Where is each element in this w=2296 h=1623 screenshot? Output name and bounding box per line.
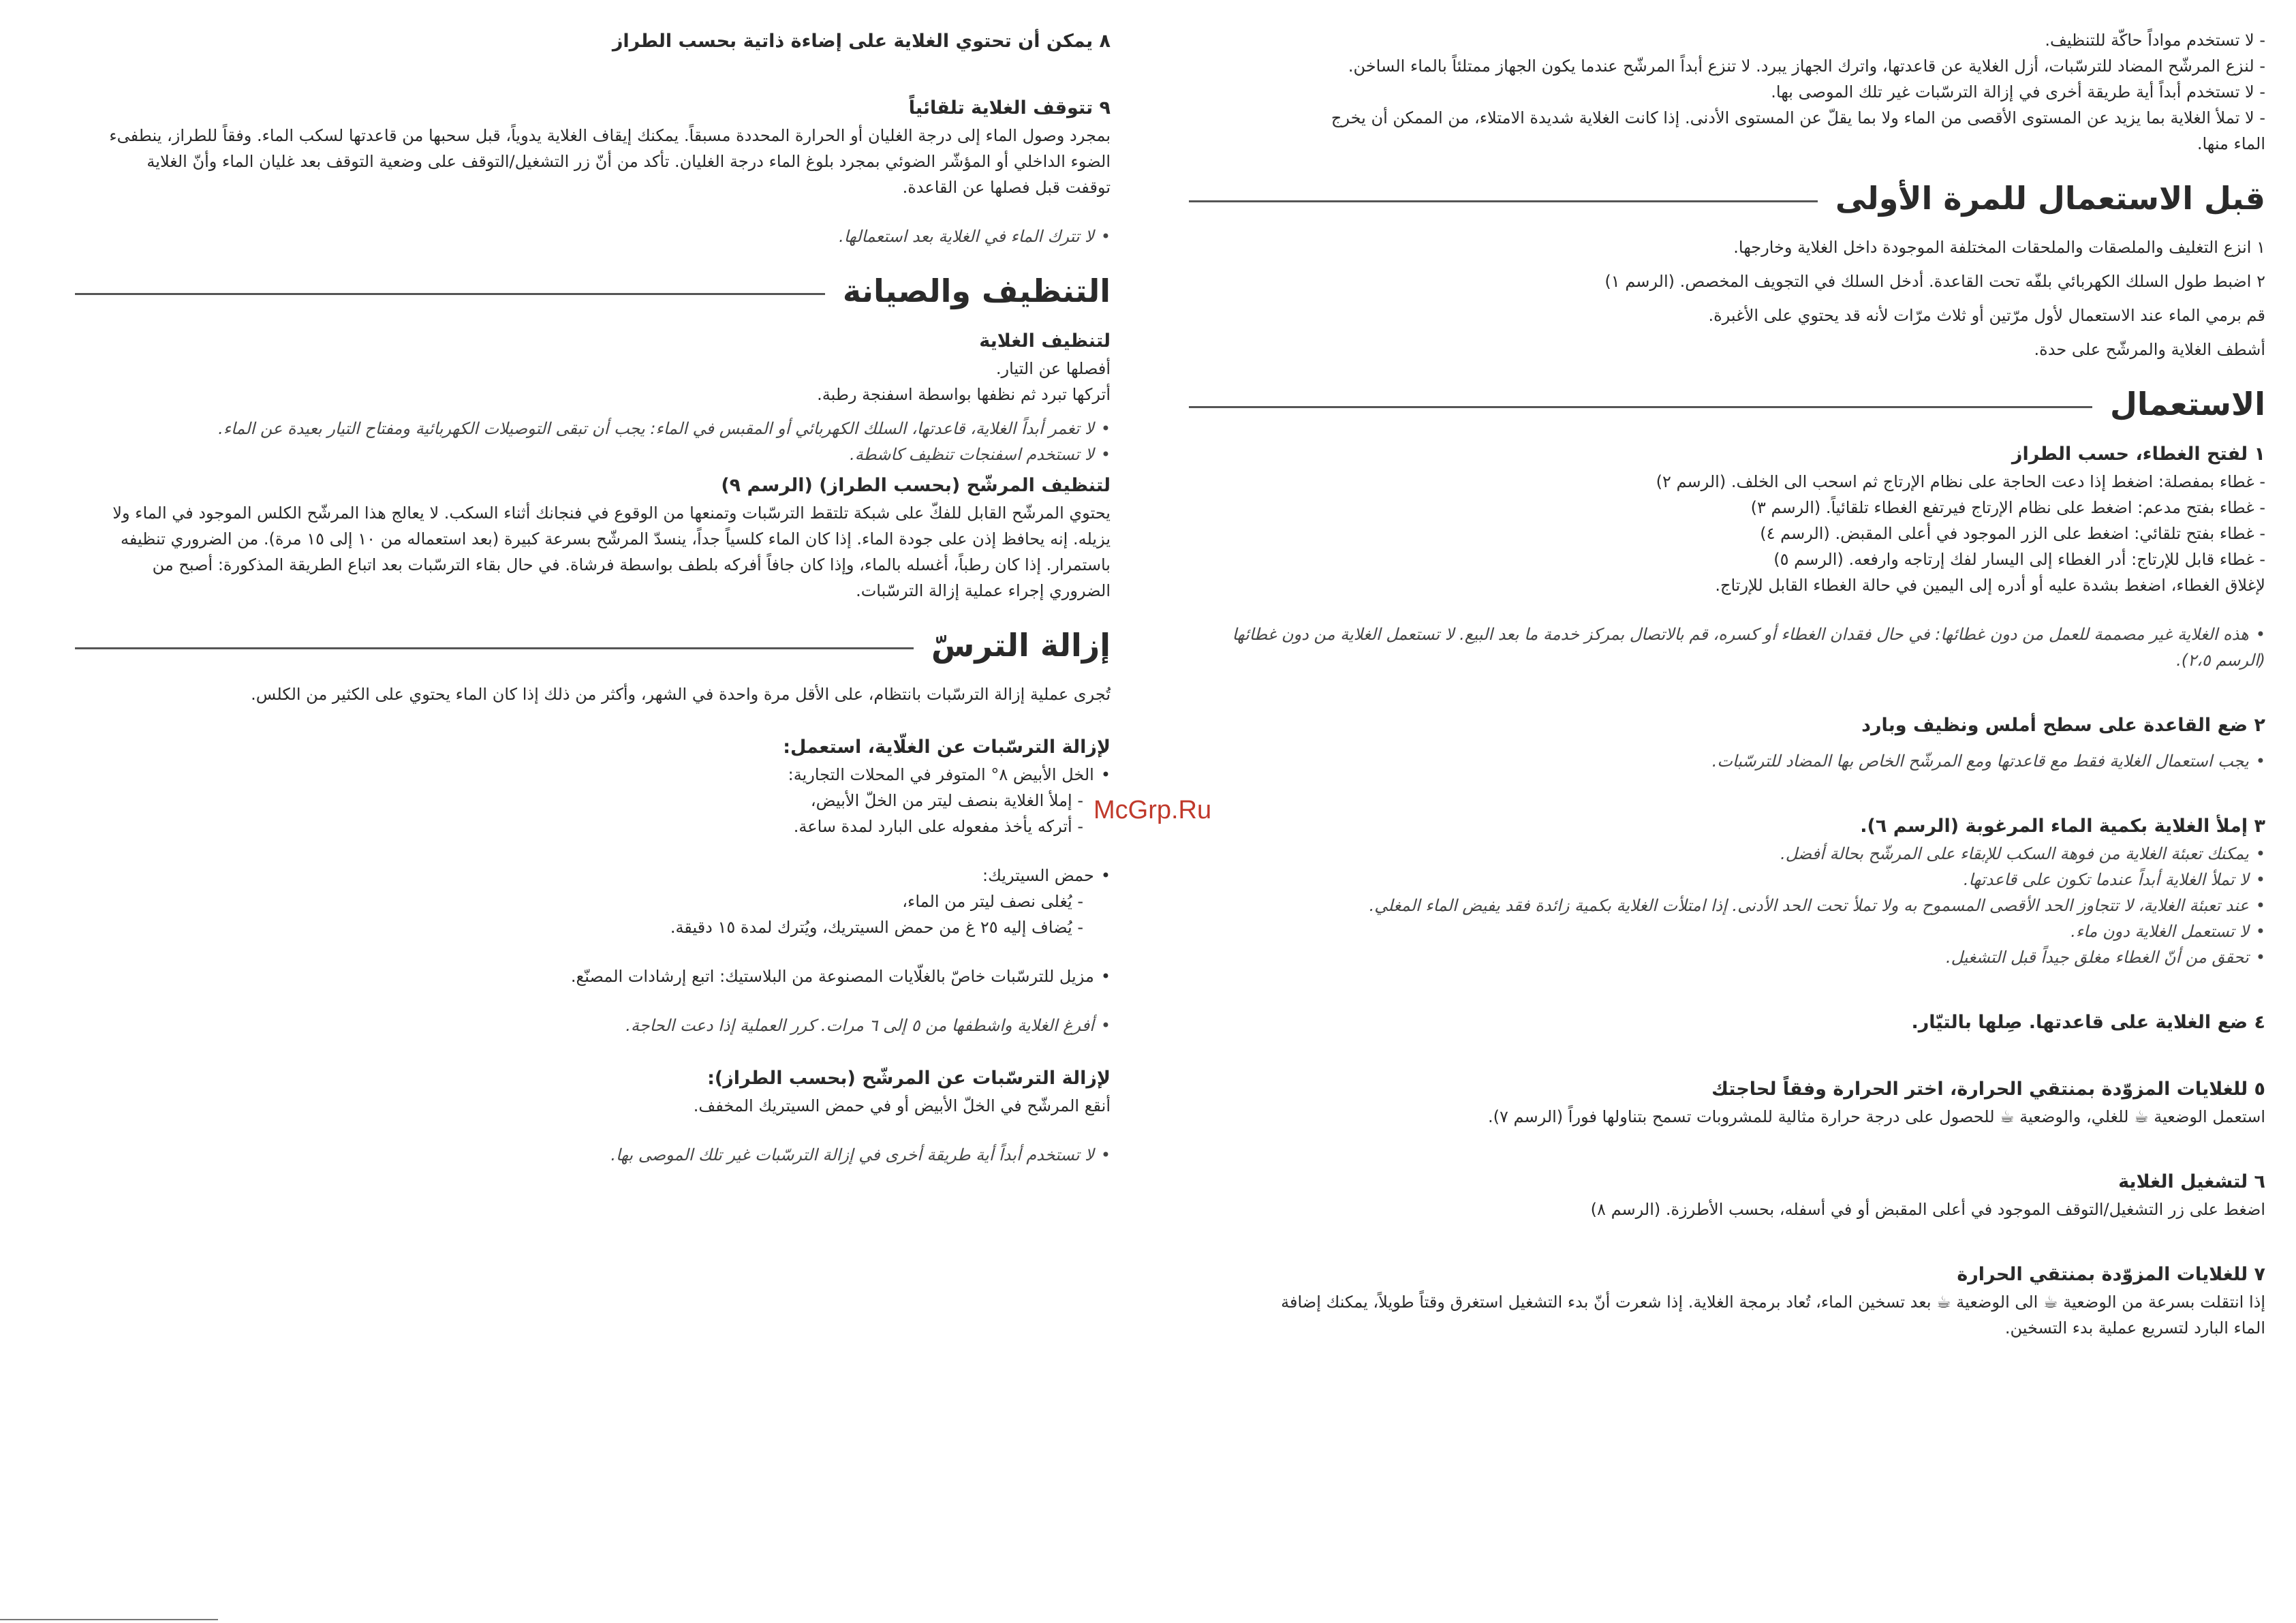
section-title: التنظيف والصيانة <box>842 273 1111 309</box>
note-line: • هذه الغلاية غير مصممة للعمل من دون غطائها: في حال فقدان الغطاء أو كسره، قم بالاتصال بمركز خدمة ما بعد البيع. لا تستعمل الغلاية من دون غطائها (الرسم ٢،٥). <box>1189 621 2265 673</box>
text-line: تُجرى عملية إزالة الترسّبات بانتظام، على الأقل مرة واحدة في الشهر، وأكثر من ذلك إذا كان الماء يحتوي على الكثير من الكلس. <box>251 685 1111 704</box>
section-title: إزالة الترسّ <box>931 627 1111 664</box>
step-line: ٢ اضبط طول السلك الكهربائي بلفّه تحت القاعدة. أدخل السلك في التجويف المخصص. (الرسم ١) <box>1604 272 2265 291</box>
section-title: الاستعمال <box>2109 386 2265 422</box>
step-line: ١ انزع التغليف والملصقات والملحقات المختلفة الموجودة داخل الغلاية وخارجها. <box>1733 238 2265 257</box>
step-line: - غطاء بفتح تلقائي: اضغط على الزر الموجود في أعلى المقبض. (الرسم ٤) <box>1760 524 2265 543</box>
text-line: الضروري إجراء عملية إزالة الترسّبات. <box>856 581 1111 600</box>
intro-line: - لا تستخدم أبداً أية طريقة أخرى في إزالة الترسّبات غير تلك الموصى بها. <box>1771 82 2265 102</box>
step-heading: ٧ للغلايات المزوّدة بمنتقي الحرارة <box>1957 1264 2265 1285</box>
text-line: أتركها تبرد ثم نظفها بواسطة اسفنجة رطبة. <box>817 385 1111 404</box>
list-item: - أتركه يأخذ مفعوله على البارد لمدة ساعة. <box>75 814 1111 839</box>
left-column <box>75 27 1111 1168</box>
intro-line: الماء منها. <box>2197 134 2265 153</box>
watermark: McGrp.Ru <box>1093 796 1212 824</box>
note-line: • يجب استعمال الغلاية فقط مع قاعدتها ومع المرشّح الخاص بها المضاد للترسّبات. <box>1189 748 2265 774</box>
step-heading: ١ لفتح الغطاء، حسب الطراز <box>2011 444 2265 465</box>
step-line: استعمل الوضعية ☕ للغلي، والوضعية ☕ للحصول على درجة حرارة مثالية للمشروبات تسمح بتناولها فوراً (الرسم ٧). <box>1487 1107 2265 1126</box>
step-line: الضوء الداخلي أو المؤشّر الضوئي بمجرد بلوغ الماء درجة الغليان. تأكد من أنّ زر التشغيل/التوقف على وضعية التوقف بعد غليان الماء وأنّ الغلاية <box>146 152 1111 171</box>
section-before-first-use <box>1189 177 2265 219</box>
step-heading: ٥ للغلايات المزوّدة بمنتقي الحرارة، اختر الحرارة وفقاً لحاجتك <box>1711 1079 2265 1100</box>
section-rule <box>1189 200 1818 202</box>
step-line: توقفت قبل فصلها عن القاعدة. <box>902 178 1111 197</box>
text-line: أفصلها عن التيار. <box>995 359 1111 378</box>
section-rule <box>75 647 914 649</box>
section-descaling <box>75 624 1111 666</box>
intro-line: - لا تملأ الغلاية بما يزيد عن المستوى الأقصى من الماء ولا بما يقلّ عن المستوى الأدنى. إذا كانت الغلاية شديدة الامتلاء، من الممكن أن يخرج <box>1331 108 2265 127</box>
note-line: • لا تترك الماء في الغلاية بعد استعمالها. <box>75 223 1111 249</box>
note-line: • لا تغمر أبداً الغلاية، قاعدتها، السلك الكهربائي أو المقبس في الماء: يجب أن تبقى التوصيلات الكهربائية ومفتاح التيار بعيدة عن الماء. <box>75 416 1111 442</box>
sub-heading: لتنظيف الغلاية <box>979 330 1111 352</box>
step-line: اضغط على زر التشغيل/التوقف الموجود في أعلى المقبض أو في أسفله، بحسب الأطرزة. (الرسم ٨) <box>1590 1200 2265 1219</box>
sub-heading: لإزالة الترسّبات عن المرشّح (بحسب الطراز): <box>707 1068 1111 1089</box>
step-line: إذا انتقلت بسرعة من الوضعية ☕ الى الوضعية ☕ بعد تسخين الماء، تُعاد برمجة الغلاية. إذا شعرت أنّ بدء التشغيل استغرق وقتاً طويلاً، يمكنك إضافة <box>1281 1293 2265 1312</box>
text-line: يزيله. إنه يحافظ إذن على جودة الماء. إذا كان الماء كلسياً جداً، ينسدّ المرشّح بسرعة كبيرة (بعد استعماله من ١٠ إلى ١٥ مرة). من الضروري تنظيفه <box>121 529 1111 548</box>
section-title: قبل الاستعمال للمرة الأولى <box>1835 180 2265 217</box>
note-line: أشطف الغلاية والمرشّح على حدة. <box>2034 340 2265 359</box>
list-item: • الخل الأبيض ٨° المتوفر في المحلات التجارية: <box>75 762 1111 788</box>
step-line: لإغلاق الغطاء، اضغط بشدة عليه أو أدره إلى اليمين في حالة الغطاء القابل للإرتاج. <box>1715 576 2265 595</box>
text-line: باستمرار. إذا كان رطباً، أغسله بالماء، وإذا كان جافاً أفركه بلطف بواسطة فرشاة. في حال بقاء الترسّبات بعد اتباع الطريقة المذكورة: أصبح من <box>152 555 1111 574</box>
section-usage <box>1189 383 2265 425</box>
note-line: قم برمي الماء عند الاستعمال لأول مرّتين أو ثلاث مرّات لأنه قد يحتوي على الأغبرة. <box>1708 306 2265 325</box>
note-line: • تحقق من أنّ الغطاء مغلق جيداً قبل التشغيل. <box>1189 944 2265 970</box>
right-column <box>1189 27 2265 1341</box>
sub-heading: لتنظيف المرشّح (بحسب الطراز) (الرسم ٩) <box>721 475 1111 496</box>
note-line: • لا تملأ الغلاية أبداً عندما تكون على قاعدتها. <box>1189 867 2265 893</box>
list-item: - يُضاف إليه ٢٥ غ من حمض السيتريك، ويُترك لمدة ١٥ دقيقة. <box>75 914 1111 940</box>
section-rule <box>1189 406 2092 408</box>
sub-heading: لإزالة الترسّبات عن الغلّاية، استعمل: <box>783 737 1111 758</box>
text-line: يحتوي المرشّح القابل للفكّ على شبكة تلتقط الترسّبات وتمنعها من الوقوع في فنجانك أثناء السكب. لا يعالج هذا المرشّح الكلس الموجود في الماء ولا <box>112 504 1111 523</box>
step-heading: ٦ لتشغيل الغلاية <box>2118 1171 2265 1192</box>
note-line: • أفرغ الغلاية واشطفها من ٥ إلى ٦ مرات. كرر العملية إذا دعت الحاجة. <box>75 1013 1111 1038</box>
section-rule <box>75 293 825 295</box>
list-item: • حمض السيتريك: <box>75 863 1111 888</box>
note-line: • لا تستخدم أبداً أية طريقة أخرى في إزالة الترسّبات غير تلك الموصى بها. <box>75 1142 1111 1168</box>
intro-line: - لا تستخدم مواداً حاكّة للتنظيف. <box>2045 31 2265 50</box>
note-line: • لا تستخدم اسفنجات تنظيف كاشطة. <box>75 442 1111 467</box>
step-line: الماء البارد لتسريع عملية بدء التسخين. <box>2004 1318 2265 1338</box>
list-item: • مزيل للترسّبات خاصّ بالغلّايات المصنوعة من البلاستيك: اتبع إرشادات المصنّع. <box>75 963 1111 989</box>
step-line: - غطاء بفتح مدعم: اضغط على نظام الإرتاج فيرتفع الغطاء تلقائياً. (الرسم ٣) <box>1750 498 2265 517</box>
note-line: • يمكنك تعبئة الغلاية من فوهة السكب للإبقاء على المرشّح بحالة أفضل. <box>1189 841 2265 867</box>
list-item: - يُغلى نصف ليتر من الماء، <box>75 888 1111 914</box>
step-heading: ٣ إملأ الغلاية بكمية الماء المرغوبة (الرسم ٦). <box>1860 816 2265 837</box>
list-item: - إملأ الغلاية بنصف ليتر من الخلّ الأبيض، <box>75 788 1111 814</box>
step-line: بمجرد وصول الماء إلى درجة الغليان أو الحرارة المحددة مسبقاً. يمكنك إيقاف الغلاية يدوياً، قبل سحبها من قاعدتها لسكب الماء. وفقاً للطراز، ينطفىء <box>109 126 1111 145</box>
step-line: - غطاء قابل للإرتاج: أدر الغطاء إلى اليسار لفك إرتاجه وارفعه. (الرسم ٥) <box>1773 550 2265 569</box>
footer-rule <box>0 1619 218 1620</box>
step-heading: ٢ ضع القاعدة على سطح أملس ونظيف وبارد <box>1861 715 2265 736</box>
intro-line: - لنزع المرشّح المضاد للترسّبات، أزل الغلاية عن قاعدتها، واترك الجهاز يبرد. لا تنزع أبداً المرشّح عندما يكون الجهاز ممتلئاً بالماء الساخن. <box>1348 57 2265 76</box>
section-cleaning <box>75 270 1111 312</box>
step-heading: ٩ تتوقف الغلاية تلقائياً <box>908 97 1111 119</box>
note-line: • لا تستعمل الغلاية دون ماء. <box>1189 918 2265 944</box>
text-line: أنقع المرشّح في الخلّ الأبيض أو في حمض السيتريك المخفف. <box>693 1096 1111 1115</box>
step-heading: ٨ يمكن أن تحتوي الغلاية على إضاءة ذاتية بحسب الطراز <box>612 31 1111 52</box>
note-line: • عند تعبئة الغلاية، لا تتجاوز الحد الأقصى المسموح به ولا تملأ تحت الحد الأدنى. إذا امتلأت الغلاية بكمية زائدة فقد يفيض الماء المغلي. <box>1189 893 2265 918</box>
step-heading: ٤ ضع الغلاية على قاعدتها. صِلها بالتيّار. <box>1911 1012 2265 1033</box>
step-line: - غطاء بمفصلة: اضغط إذا دعت الحاجة على نظام الإرتاج ثم اسحب الى الخلف. (الرسم ٢) <box>1656 472 2265 491</box>
